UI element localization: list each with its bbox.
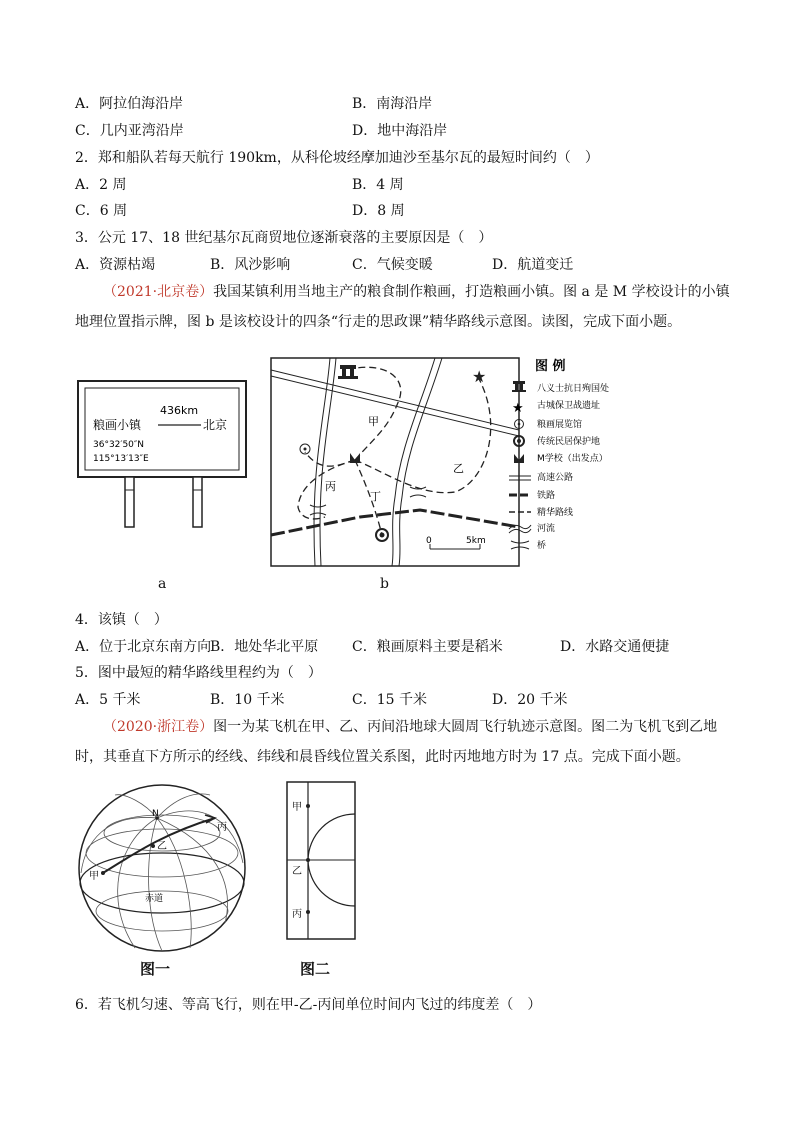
q3-option-b: B．风沙影响 <box>210 257 291 273</box>
figure-1-caption: 图一 <box>140 960 171 978</box>
sign-latitude: 36°32′50″N <box>93 440 144 450</box>
q2-option-a: A．2 周 <box>75 177 127 193</box>
legend-label: 古城保卫战遗址 <box>537 401 601 411</box>
q5-stem: 5．图中最短的精华路线里程约为（ ） <box>75 665 322 681</box>
legend-highway-icon <box>509 476 531 480</box>
figure-1-globe <box>75 783 250 953</box>
legend-label: 铁路 <box>537 491 556 501</box>
fig2-jia: 甲 <box>292 802 302 813</box>
figure-b-legend <box>505 355 675 550</box>
q4-option-c: C．粮画原料主要是稻米 <box>352 639 503 655</box>
q4-option-d: D．水路交通便捷 <box>560 639 670 655</box>
star-icon: ★ <box>472 367 487 386</box>
route-jia: 甲 <box>368 415 379 428</box>
route-yi: 乙 <box>453 462 464 475</box>
legend-bridge-icon <box>511 541 529 549</box>
figure-a-caption: a <box>158 576 167 592</box>
legend-label: M学校（出发点） <box>537 454 608 464</box>
globe-yi: 乙 <box>157 841 167 852</box>
legend-label: 精华路线 <box>537 508 574 518</box>
route-bing: 丙 <box>325 480 336 493</box>
figure-b-caption: b <box>380 576 389 592</box>
globe-equator: 赤道 <box>145 894 164 904</box>
legend-label: 桥 <box>537 541 547 550</box>
legend-title: 图 例 <box>535 359 566 374</box>
scale-zero: 0 <box>426 536 432 546</box>
passage-text: 图一为某飞机在甲、乙、丙间沿地球大圆周飞行轨迹示意图。图二为飞机飞到乙地时，其垂直下方所示的经线、纬线和晨昏线位置关系图，此时丙地地方时为 17 点。完成下面小题。 <box>75 719 718 765</box>
scale-end: 5km <box>466 536 486 546</box>
sign-longitude: 115°13′13″E <box>93 454 149 464</box>
q1-option-a: A．阿拉伯海沿岸 <box>75 96 184 112</box>
source-tag: （2020·浙江卷） <box>103 719 214 735</box>
legend-river-icon <box>509 525 531 533</box>
q4-option-b: B．地处华北平原 <box>210 639 319 655</box>
legend-hall-icon <box>515 420 524 429</box>
globe-jia: 甲 <box>89 871 99 882</box>
q2-stem: 2．郑和船队若每天航行 190km，从科伦坡经摩加迪沙至基尔瓦的最短时间约（ ） <box>75 150 599 166</box>
figure-2-caption: 图二 <box>300 960 331 978</box>
q3-option-d: D．航道变迁 <box>492 257 574 273</box>
q3-stem: 3．公元 17、18 世纪基尔瓦商贸地位逐渐衰落的主要原因是（ ） <box>75 230 493 246</box>
figure-2-diagram <box>286 781 356 941</box>
sign-city: 北京 <box>203 418 228 432</box>
figure-a-signboard <box>75 378 250 528</box>
passage-text: 我国某镇利用当地主产的粮食制作粮画，打造粮画小镇。图 a 是 M 学校设计的小镇地理位置指示牌，图 b 是该校设计的四条“行走的思政课”精华路线示意图。读图，完成下面小题。 <box>75 284 730 330</box>
route-ding: 丁 <box>370 490 381 503</box>
q1-option-c: C．几内亚湾沿岸 <box>75 123 184 139</box>
sign-distance: 436km <box>160 404 199 417</box>
passage-2021-beijing <box>75 277 735 337</box>
source-tag: （2021·北京卷） <box>103 284 214 300</box>
q1-option-d: D．地中海沿岸 <box>352 123 448 139</box>
legend-label: 河流 <box>537 524 556 534</box>
q5-option-d: D．20 千米 <box>492 692 568 708</box>
q2-option-b: B．4 周 <box>352 177 404 193</box>
legend-school-icon <box>514 454 524 463</box>
legend-label: 高速公路 <box>537 473 574 483</box>
q2-option-d: D．8 周 <box>352 203 405 219</box>
sign-town: 粮画小镇 <box>93 418 142 432</box>
q3-option-a: A．资源枯竭 <box>75 257 156 273</box>
globe-north: N <box>152 809 159 819</box>
q5-option-c: C．15 千米 <box>352 692 427 708</box>
q3-option-c: C．气候变暖 <box>352 257 433 273</box>
fig2-yi: 乙 <box>292 866 302 877</box>
legend-residence-icon <box>514 436 524 446</box>
q5-option-b: B．10 千米 <box>210 692 285 708</box>
q4-stem: 4．该镇（ ） <box>75 612 168 628</box>
fig2-bing: 丙 <box>292 909 302 920</box>
q5-option-a: A．5 千米 <box>75 692 141 708</box>
figure-b-route-map <box>270 357 520 567</box>
legend-label: 八义士抗日殉国处 <box>537 384 610 394</box>
legend-star-icon: ★ <box>512 401 524 416</box>
legend-label: 传统民居保护地 <box>537 437 601 447</box>
globe-bing: 丙 <box>217 822 227 833</box>
q2-option-c: C．6 周 <box>75 203 128 219</box>
legend-label: 粮画展览馆 <box>537 420 583 430</box>
q6-stem: 6．若飞机匀速、等高飞行，则在甲-乙-丙间单位时间内飞过的纬度差（ ） <box>75 997 542 1013</box>
legend-memorial-icon <box>512 381 526 392</box>
q4-option-a: A．位于北京东南方向 <box>75 639 212 655</box>
q1-option-b: B．南海沿岸 <box>352 96 433 112</box>
passage-2020-zhejiang <box>75 712 735 772</box>
